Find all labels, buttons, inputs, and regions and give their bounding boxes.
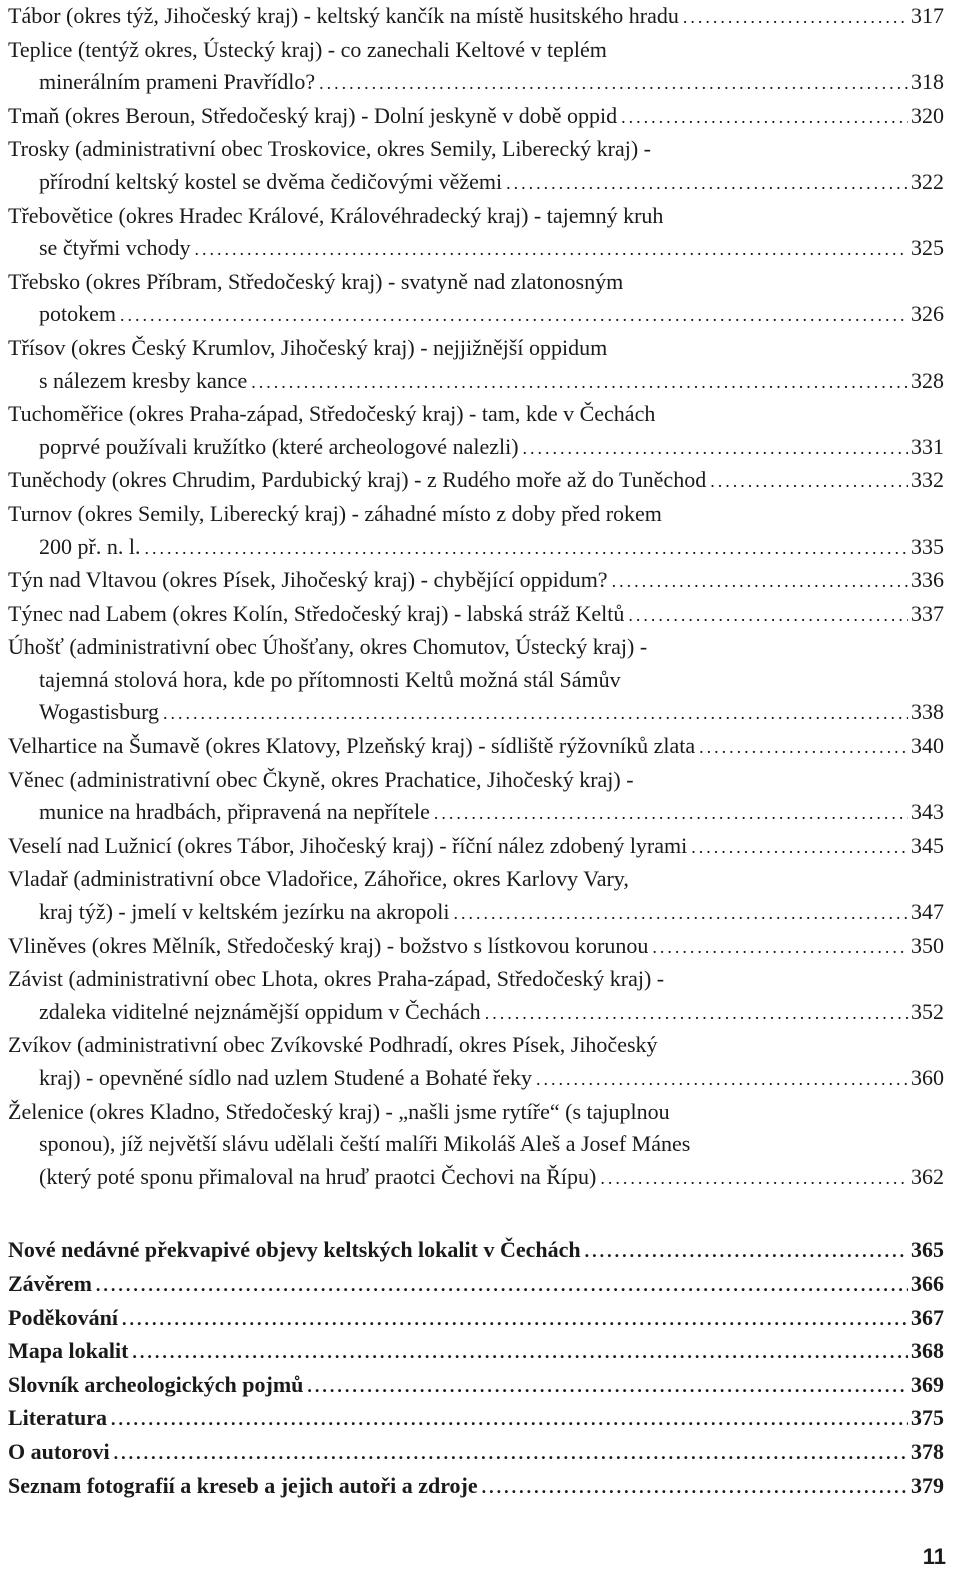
toc-section: [8, 1302, 944, 1336]
toc-page-number: 338: [911, 699, 944, 725]
toc-entry-line: [8, 863, 944, 896]
toc-entry: [8, 1029, 944, 1095]
dot-leader: [482, 1471, 908, 1504]
toc-entry-text: Třebovětice (okres Hradec Králové, Královéhradecký kraj) - tajemný kruh: [8, 202, 664, 228]
toc-page-number: 362: [911, 1163, 944, 1189]
toc-entry-line: [8, 266, 944, 299]
toc-section-title: Závěrem: [8, 1270, 92, 1296]
toc-page-number: 332: [911, 467, 944, 493]
toc-entry: [8, 398, 944, 464]
toc-entry-text: se čtyřmi vchody: [39, 235, 191, 261]
toc-section: [8, 1369, 944, 1403]
toc-section-title: Seznam fotografií a kreseb a jejich autoři a zdroje: [8, 1472, 478, 1498]
dot-leader: [111, 1403, 908, 1436]
toc-entry: [8, 963, 944, 1029]
toc-page-number: 379: [911, 1472, 944, 1498]
toc-page-number: 331: [911, 433, 944, 459]
toc-page-number: 345: [911, 832, 944, 858]
toc-entry: [8, 564, 944, 598]
toc-section: [8, 1234, 944, 1268]
toc-entry-text: Trosky (administrativní obec Troskovice, okres Semily, Liberecký kraj) -: [8, 136, 651, 162]
toc-page-number: 378: [911, 1438, 944, 1464]
toc-section-line: [8, 1470, 944, 1504]
toc-entry: [8, 730, 944, 764]
dot-leader: [628, 599, 908, 632]
toc-entry-text: 200 př. n. l.: [39, 533, 141, 559]
dot-leader: [523, 432, 908, 465]
toc-section-line: [8, 1268, 944, 1302]
toc-entry-line: [8, 664, 944, 697]
toc-page-number: 337: [911, 600, 944, 626]
dot-leader: [691, 831, 908, 864]
toc-entry-line: [8, 1029, 944, 1062]
toc-entry: [8, 266, 944, 332]
toc-section-line: [8, 1234, 944, 1268]
dot-leader: [710, 465, 908, 498]
toc-entry: [8, 332, 944, 398]
toc-entry-last-line: [8, 531, 944, 565]
dot-leader: [652, 931, 908, 964]
table-of-contents: [8, 0, 944, 1503]
dot-leader: [132, 1336, 908, 1369]
dot-leader: [251, 366, 908, 399]
toc-entry-line: [8, 963, 944, 996]
dot-leader: [434, 797, 908, 830]
toc-section: [8, 1470, 944, 1504]
toc-section-title: Nové nedávné překvapivé objevy keltských lokalit v Čechách: [8, 1237, 581, 1263]
toc-entry-text: (který poté sponu přimaloval na hruď praotci Čechovi na Řípu): [39, 1163, 597, 1189]
section-gap: [8, 1194, 944, 1234]
toc-entry-line: [8, 1096, 944, 1129]
toc-section: [8, 1335, 944, 1369]
toc-page-number: 328: [911, 367, 944, 393]
toc-section-title: Poděkování: [8, 1304, 119, 1330]
toc-entry: [8, 464, 944, 498]
toc-entry-last-line: [8, 930, 944, 964]
dot-leader: [307, 1370, 908, 1403]
toc-page-number: 366: [911, 1270, 944, 1296]
dot-leader: [683, 1, 908, 34]
toc-entry-text: Teplice (tentýž okres, Ústecký kraj) - co zanechali Keltové v teplém: [8, 36, 607, 62]
toc-entry-last-line: [8, 696, 944, 730]
dot-leader: [536, 1063, 908, 1096]
toc-entry-text: Týnec nad Labem (okres Kolín, Středočeský kraj) - labská stráž Keltů: [8, 600, 625, 626]
toc-entry-last-line: [8, 1062, 944, 1096]
toc-entry-line: [8, 631, 944, 664]
toc-entry-text: Velhartice na Šumavě (okres Klatovy, Plzeňský kraj) - sídliště rýžovníků zlata: [8, 733, 696, 759]
toc-page-number: 352: [911, 998, 944, 1024]
toc-entry: [8, 100, 944, 134]
toc-entry-text: Úhošť (administrativní obec Úhošťany, okres Chomutov, Ústecký kraj) -: [8, 634, 648, 660]
toc-entry-last-line: [8, 730, 944, 764]
toc-page-number: 336: [911, 567, 944, 593]
toc-entry-text: Zvíkov (administrativní obec Zvíkovské Podhradí, okres Písek, Jihočeský: [8, 1032, 658, 1058]
toc-page-number: 335: [911, 533, 944, 559]
toc-entry-text: Wogastisburg: [39, 699, 160, 725]
toc-page-number: 350: [911, 932, 944, 958]
page-number: 11: [922, 1544, 946, 1569]
dot-leader: [454, 897, 908, 930]
toc-page-number: 365: [911, 1237, 944, 1263]
toc-entry: [8, 498, 944, 564]
toc-entry-last-line: [8, 166, 944, 200]
dot-leader: [144, 532, 908, 565]
toc-entry-text: Vladař (administrativní obce Vladořice, Záhořice, okres Karlovy Vary,: [8, 866, 629, 892]
toc-entry-line: [8, 764, 944, 797]
toc-entry-text: Třebsko (okres Příbram, Středočeský kraj) - svatyně nad zlatonosným: [8, 268, 624, 294]
toc-entry-last-line: [8, 996, 944, 1030]
toc-entry: [8, 34, 944, 100]
toc-entry: [8, 133, 944, 199]
toc-entry: [8, 764, 944, 830]
dot-leader: [120, 299, 908, 332]
toc-page-number: 369: [911, 1371, 944, 1397]
toc-entry-last-line: [8, 232, 944, 266]
toc-entry-text: tajemná stolová hora, kde po přítomnosti Keltů možná stál Sámův: [39, 666, 621, 692]
dot-leader: [485, 997, 908, 1030]
toc-section-title: Mapa lokalit: [8, 1338, 129, 1364]
toc-entry: [8, 631, 944, 730]
toc-page-number: 340: [911, 733, 944, 759]
toc-entry-line: [8, 498, 944, 531]
toc-entry-line: [8, 1128, 944, 1161]
dot-leader: [114, 1437, 908, 1470]
toc-entry-text: Tuchoměřice (okres Praha-západ, Středočeský kraj) - tam, kde v Čechách: [8, 401, 656, 427]
dot-leader: [96, 1269, 908, 1302]
toc-entry-line: [8, 34, 944, 67]
dot-leader: [506, 167, 908, 200]
toc-section-line: [8, 1302, 944, 1336]
toc-entry-text: Tuněchody (okres Chrudim, Pardubický kraj) - z Rudého moře až do Tuněchod: [8, 467, 707, 493]
dot-leader: [699, 731, 908, 764]
toc-section-line: [8, 1402, 944, 1436]
toc-entry-text: s nálezem kresby kance: [39, 367, 248, 393]
toc-entry-line: [8, 398, 944, 431]
toc-entry-line: [8, 332, 944, 365]
toc-entry-last-line: [8, 564, 944, 598]
toc-entry-text: Želenice (okres Kladno, Středočeský kraj) - „našli jsme rytíře“ (s tajuplnou: [8, 1098, 670, 1124]
dot-leader: [122, 1303, 908, 1336]
toc-entry-last-line: [8, 464, 944, 498]
toc-entry-last-line: [8, 298, 944, 332]
toc-page-number: 322: [911, 168, 944, 194]
toc-entry-last-line: [8, 598, 944, 632]
toc-section-title: Slovník archeologických pojmů: [8, 1371, 304, 1397]
toc-entry-text: Závist (administrativní obec Lhota, okres Praha-západ, Středočeský kraj) -: [8, 966, 665, 992]
toc-entry-text: poprvé používali kružítko (které archeologové nalezli): [39, 433, 519, 459]
toc-entry-last-line: [8, 1161, 944, 1195]
dot-leader: [621, 101, 908, 134]
dot-leader: [585, 1235, 908, 1268]
toc-page-number: 368: [911, 1338, 944, 1364]
toc-section-line: [8, 1369, 944, 1403]
toc-entry-text: Vliněves (okres Mělník, Středočeský kraj) - božstvo s lístkovou korunou: [8, 932, 649, 958]
toc-section: [8, 1436, 944, 1470]
toc-entry-text: minerálním prameni Pravřídlo?: [39, 69, 316, 95]
toc-section-title: Literatura: [8, 1405, 107, 1431]
toc-entry-text: Třísov (okres Český Krumlov, Jihočeský kraj) - nejjižnější oppidum: [8, 334, 608, 360]
toc-entry-text: Turnov (okres Semily, Liberecký kraj) - záhadné místo z doby před rokem: [8, 500, 662, 526]
toc-page-number: 367: [911, 1304, 944, 1330]
toc-entry-text: Tmaň (okres Beroun, Středočeský kraj) - Dolní jeskyně v době oppid: [8, 102, 618, 128]
toc-entry: [8, 1096, 944, 1195]
toc-entry-text: zdaleka viditelné nejznámější oppidum v Čechách: [39, 998, 481, 1024]
dot-leader: [195, 233, 908, 266]
toc-entry-text: Týn nad Vltavou (okres Písek, Jihočeský kraj) - chybějící oppidum?: [8, 567, 608, 593]
toc-page-number: 317: [911, 3, 944, 28]
toc-entry-line: [8, 200, 944, 233]
toc-entry-text: přírodní keltský kostel se dvěma čedičovými věžemi: [39, 168, 503, 194]
toc-page-number: 318: [911, 69, 944, 95]
toc-entry-last-line: [8, 896, 944, 930]
toc-entry: [8, 598, 944, 632]
toc-section-line: [8, 1335, 944, 1369]
toc-entry: [8, 830, 944, 864]
toc-entry-last-line: [8, 431, 944, 465]
toc-page-number: 325: [911, 235, 944, 261]
toc-entry-last-line: [8, 365, 944, 399]
toc-entry-text: potokem: [39, 301, 116, 327]
toc-entry: [8, 863, 944, 929]
dot-leader: [319, 67, 908, 100]
toc-entry-text: Věnec (administrativní obec Čkyně, okres Prachatice, Jihočeský kraj) -: [8, 766, 634, 792]
toc-entry-last-line: [8, 100, 944, 134]
toc-entry-text: kraj) - opevněné sídlo nad uzlem Studené a Bohaté řeky: [39, 1065, 533, 1090]
toc-section: [8, 1402, 944, 1436]
toc-page-number: 347: [911, 899, 944, 925]
toc-entry-text: kraj týž) - jmelí v keltském jezírku na akropoli: [39, 899, 450, 925]
toc-page-number: 343: [911, 799, 944, 825]
toc-section-title: O autorovi: [8, 1438, 110, 1464]
toc-entry-text: Tábor (okres týž, Jihočeský kraj) - keltský kančík na místě husitského hradu: [8, 3, 679, 28]
toc-entry-last-line: [8, 0, 944, 34]
toc-page-number: 360: [911, 1065, 944, 1090]
dot-leader: [600, 1162, 908, 1195]
toc-entry-text: munice na hradbách, připravená na nepřítele: [39, 799, 430, 825]
toc-page-number: 320: [911, 102, 944, 128]
toc-entry-line: [8, 133, 944, 166]
dot-leader: [612, 565, 908, 598]
toc-entries: [8, 0, 944, 1194]
toc-page-number: 375: [911, 1405, 944, 1431]
toc-entry: [8, 930, 944, 964]
toc-entry: [8, 0, 944, 34]
toc-sections: [8, 1234, 944, 1503]
toc-entry: [8, 200, 944, 266]
toc-entry-last-line: [8, 796, 944, 830]
toc-entry-text: sponou), jíž největší slávu udělali čeští malíři Mikoláš Aleš a Josef Mánes: [39, 1131, 691, 1157]
toc-section: [8, 1268, 944, 1302]
toc-entry-last-line: [8, 66, 944, 100]
toc-entry-last-line: [8, 830, 944, 864]
toc-section-line: [8, 1436, 944, 1470]
toc-entry-text: Veselí nad Lužnicí (okres Tábor, Jihočeský kraj) - říční nález zdobený lyrami: [8, 832, 688, 858]
dot-leader: [163, 697, 908, 730]
toc-page-number: 326: [911, 301, 944, 327]
